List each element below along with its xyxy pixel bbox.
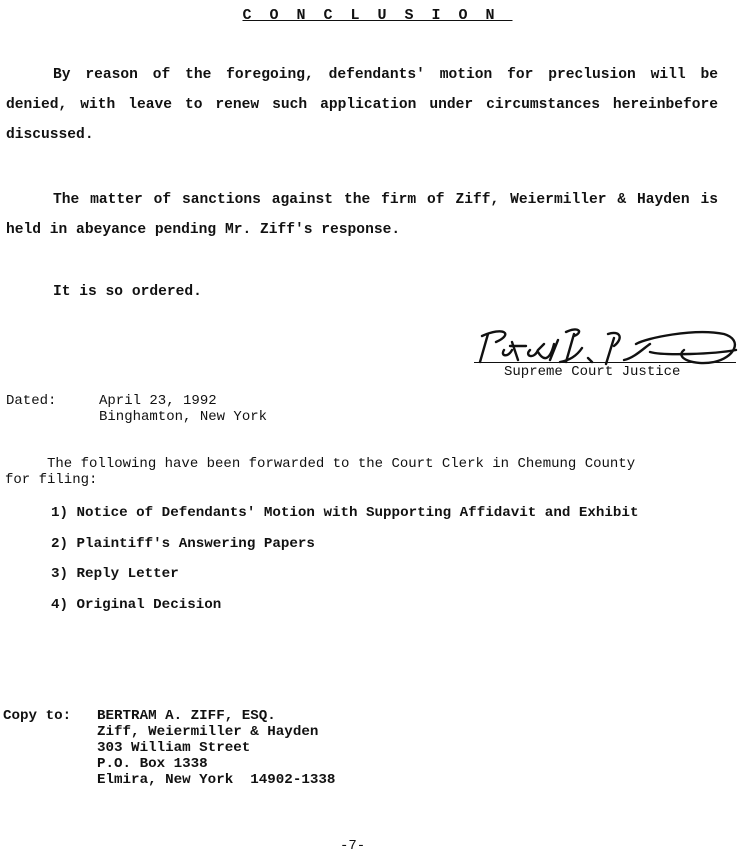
forwarded-intro-line2: for filing: (5, 472, 98, 488)
paragraph-order-text: It is so ordered. (53, 284, 202, 300)
signature-line (474, 362, 736, 363)
copy-to-line: Ziff, Weiermiller & Hayden (97, 724, 319, 740)
dated-date: April 23, 1992 (99, 393, 217, 409)
copy-to-line: BERTRAM A. ZIFF, ESQ. (97, 708, 276, 724)
dated-place: Binghamton, New York (99, 409, 268, 425)
copy-to-line: 303 William Street (97, 740, 251, 756)
page-number: -7- (340, 838, 366, 854)
signature-title: Supreme Court Justice (504, 364, 681, 380)
section-heading: CONCLUSION (242, 7, 513, 24)
copy-to-line: Elmira, New York 14902-1338 (97, 772, 336, 788)
paragraph-preclusion-text: By reason of the foregoing, defendants' motion for preclusion will be denied, with leave to renew such application under circumstances hereinbefore discussed. (6, 67, 718, 143)
list-item: 1) Notice of Defendants' Motion with Supporting Affidavit and Exhibit (51, 505, 639, 521)
dated-label: Dated: (6, 393, 57, 409)
copy-to-line: P.O. Box 1338 (97, 756, 208, 772)
copy-to-label: Copy to: (3, 708, 72, 724)
list-item: 2) Plaintiff's Answering Papers (51, 536, 315, 552)
paragraph-order (6, 277, 718, 307)
forwarded-intro-line1: The following have been forwarded to the Court Clerk in Chemung County (5, 456, 636, 472)
paragraph-sanctions-text: The matter of sanctions against the firm of Ziff, Weiermiller & Hayden is held in abeyance pending Mr. Ziff's response. (6, 192, 718, 238)
list-item: 4) Original Decision (51, 597, 222, 613)
list-item: 3) Reply Letter (51, 566, 179, 582)
paragraph-sanctions (6, 185, 718, 245)
paragraph-preclusion (6, 60, 718, 150)
